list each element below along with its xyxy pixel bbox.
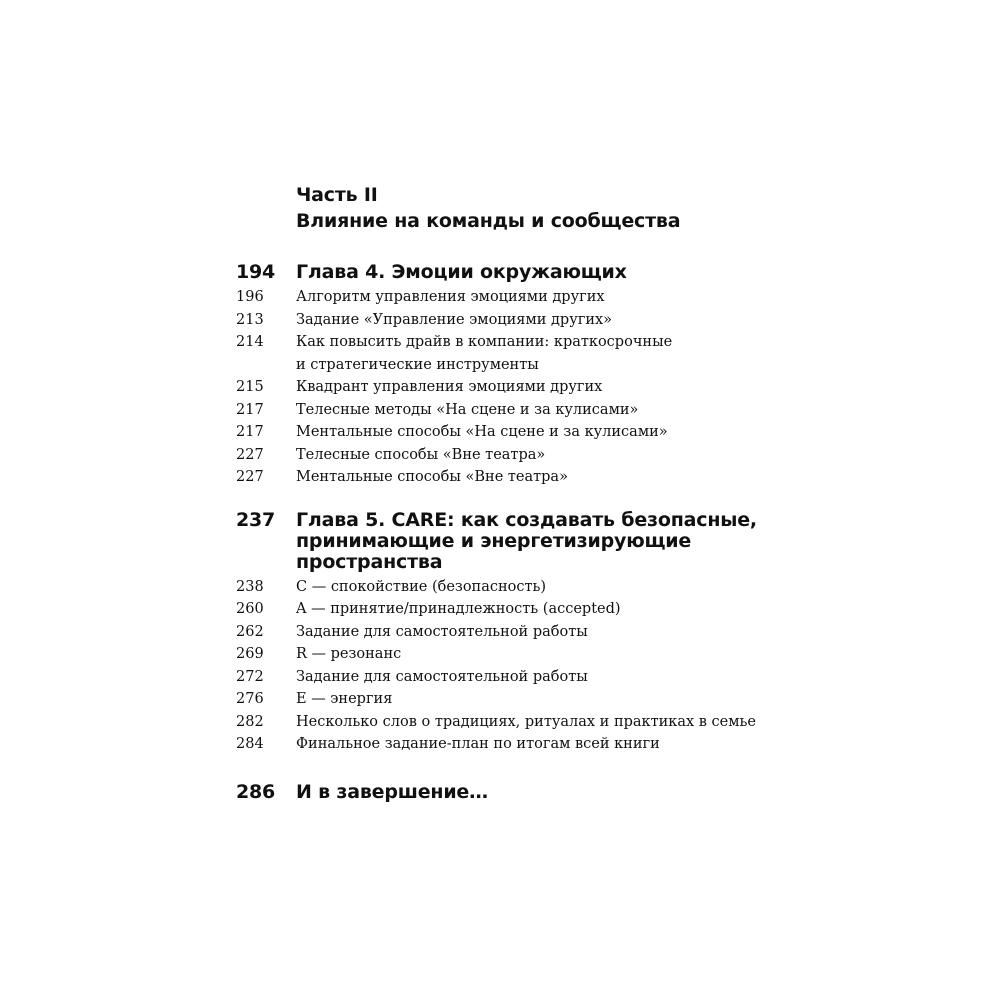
toc-entry[interactable] — [236, 598, 796, 621]
entry-title — [296, 688, 796, 711]
entry-title — [296, 331, 796, 376]
toc-entry[interactable] — [236, 688, 796, 711]
toc-entry[interactable] — [236, 286, 796, 309]
chapter-title-line: Глава 5. CARE: как создавать безопасные, — [296, 508, 757, 531]
toc-entry[interactable] — [236, 399, 796, 422]
entry-page-number: 262 — [236, 623, 264, 640]
entry-title-line: Как повысить драйв в компании: краткосрочные — [296, 334, 673, 350]
entry-title — [296, 421, 796, 444]
toc-entry[interactable] — [236, 711, 796, 734]
entry-title — [296, 643, 796, 666]
part-heading — [296, 182, 796, 234]
chapter-title-line: принимающие и энергетизирующие — [296, 529, 692, 552]
toc-entry[interactable] — [236, 444, 796, 467]
entry-title-line: Алгоритм управления эмоциями других — [296, 289, 605, 305]
entry-title — [296, 621, 796, 644]
entry-title-line: Задание «Управление эмоциями других» — [296, 311, 613, 328]
toc-entry[interactable] — [236, 733, 796, 756]
entry-title-line: Задание для самостоятельной работы — [296, 668, 588, 685]
entry-title — [296, 733, 796, 756]
entry-page-number: 276 — [236, 691, 264, 707]
toc-entry[interactable] — [236, 621, 796, 644]
toc-entry[interactable] — [236, 309, 796, 332]
entry-title — [296, 444, 796, 467]
entry-title-line: Несколько слов о традициях, ритуалах и практиках в семье — [296, 713, 757, 730]
entry-page-number: 217 — [236, 401, 264, 418]
entry-page-number: 215 — [236, 379, 264, 395]
entry-title-line: С — спокойствие (безопасность) — [296, 578, 547, 595]
entry-title-line: Ментальные способы «Вне театра» — [296, 469, 568, 485]
toc-entry[interactable] — [236, 421, 796, 444]
entry-page-number: 227 — [236, 446, 264, 463]
table-of-contents — [236, 182, 796, 806]
entry-page-number: 196 — [236, 289, 264, 305]
entry-title — [296, 576, 796, 599]
toc-entry[interactable] — [236, 376, 796, 399]
chapter-heading[interactable] — [236, 782, 796, 803]
chapter-heading[interactable] — [236, 262, 796, 283]
entry-page-number: 227 — [236, 469, 264, 485]
toc-entry[interactable] — [236, 466, 796, 489]
chapter-page-number: 237 — [236, 508, 276, 531]
toc-entry[interactable] — [236, 331, 796, 376]
entry-page-number: 284 — [236, 736, 264, 752]
entry-title — [296, 466, 796, 489]
entry-title-line: A — принятие/принадлежность (accepted) — [296, 601, 621, 617]
entry-title-line: Ментальные способы «На сцене и за кулисами» — [296, 424, 668, 440]
chapter-title — [296, 510, 796, 573]
entry-title — [296, 399, 796, 422]
entry-title — [296, 309, 796, 332]
entry-page-number: 214 — [236, 334, 264, 350]
entry-title — [296, 286, 796, 309]
entry-page-number: 238 — [236, 578, 264, 595]
entry-title-line: R — резонанс — [296, 646, 402, 662]
chapter-title-line: пространства — [296, 550, 443, 573]
entry-page-number: 217 — [236, 424, 264, 440]
entry-title — [296, 711, 796, 734]
chapter-title — [296, 782, 796, 803]
toc-entry[interactable] — [236, 643, 796, 666]
entry-page-number: 272 — [236, 668, 264, 685]
toc-entry[interactable] — [236, 576, 796, 599]
part-title: Влияние на команды и сообщества — [296, 210, 681, 232]
entry-page-number: 260 — [236, 601, 264, 617]
chapter-page-number: 194 — [236, 261, 276, 283]
entry-title-line: Задание для самостоятельной работы — [296, 623, 588, 640]
entry-title — [296, 598, 796, 621]
entry-title-line: Финальное задание-план по итогам всей книги — [296, 736, 660, 752]
entry-title-line: и стратегические инструменты — [296, 356, 539, 373]
entry-page-number: 213 — [236, 311, 264, 328]
chapter-title-line: Глава 4. Эмоции окружающих — [296, 261, 627, 283]
entry-page-number: 269 — [236, 646, 264, 662]
chapter-page-number: 286 — [236, 780, 276, 803]
toc-entry[interactable] — [236, 666, 796, 689]
chapter-heading[interactable] — [236, 510, 796, 573]
entry-title-line: Телесные способы «Вне театра» — [296, 446, 546, 463]
entry-title — [296, 376, 796, 399]
entry-page-number: 282 — [236, 713, 264, 730]
entry-title-line: E — энергия — [296, 691, 393, 707]
entry-title — [296, 666, 796, 689]
part-label: Часть II — [296, 184, 378, 206]
entry-title-line: Квадрант управления эмоциями других — [296, 379, 603, 395]
chapter-title-line: И в завершение… — [296, 780, 488, 803]
chapter-title — [296, 262, 796, 283]
entry-title-line: Телесные методы «На сцене и за кулисами» — [296, 401, 639, 418]
